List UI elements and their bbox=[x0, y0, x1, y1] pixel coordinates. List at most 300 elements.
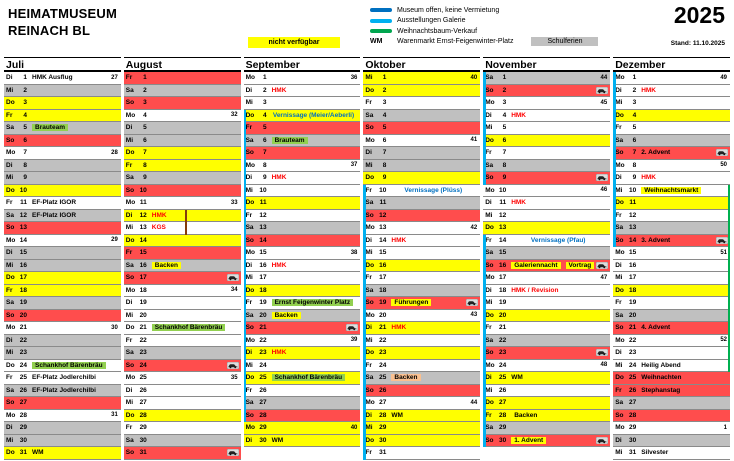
day-dezember-26 bbox=[613, 385, 730, 398]
day-abbrev: Do bbox=[6, 99, 15, 107]
day-number: 21 bbox=[19, 324, 27, 332]
event-label: EF-Platz IGOR bbox=[32, 211, 77, 219]
day-abbrev: Mo bbox=[6, 411, 16, 419]
day-abbrev: Do bbox=[245, 374, 255, 382]
day-abbrev: Mo bbox=[125, 286, 136, 294]
day-number: 21 bbox=[498, 324, 507, 332]
day-number: 12 bbox=[628, 211, 637, 219]
day-november-29 bbox=[483, 422, 610, 435]
week-number: 38 bbox=[350, 249, 358, 256]
day-number: 30 bbox=[139, 436, 147, 444]
day-september-23 bbox=[244, 347, 361, 360]
day-number: 8 bbox=[632, 161, 637, 169]
day-number: 10 bbox=[19, 186, 27, 194]
day-abbrev: So bbox=[245, 149, 254, 157]
day-number: 6 bbox=[143, 136, 147, 144]
event-label: HMK bbox=[271, 349, 287, 357]
day-november-8 bbox=[483, 160, 610, 173]
day-august-28 bbox=[124, 410, 241, 423]
day-abbrev: Mo bbox=[615, 74, 625, 82]
day-dezember-12 bbox=[613, 210, 730, 223]
day-november-22 bbox=[483, 335, 610, 348]
event-chip: Brauteam bbox=[272, 137, 308, 144]
day-dezember-29 bbox=[613, 422, 730, 435]
day-juli-17 bbox=[4, 272, 121, 285]
day-abbrev: Fr bbox=[615, 211, 622, 219]
day-abbrev: Mi bbox=[485, 211, 493, 219]
day-september-16 bbox=[244, 260, 361, 273]
day-dezember-17 bbox=[613, 272, 730, 285]
schulferien-legend: Schulferien bbox=[531, 37, 598, 46]
week-number: 44 bbox=[600, 74, 608, 81]
day-abbrev: Di bbox=[615, 174, 622, 182]
day-abbrev: So bbox=[245, 324, 254, 332]
day-number: 24 bbox=[628, 361, 637, 369]
day-abbrev: Di bbox=[615, 261, 622, 269]
day-number: 3 bbox=[262, 99, 267, 107]
week-number: 35 bbox=[230, 374, 238, 381]
day-august-20 bbox=[124, 310, 241, 323]
day-number: 2 bbox=[382, 86, 387, 94]
day-number: 9 bbox=[382, 174, 387, 182]
day-august-17 bbox=[124, 272, 241, 285]
day-juli-5 bbox=[4, 122, 121, 135]
title-line-1: HEIMATMUSEUM bbox=[8, 6, 118, 21]
day-abbrev: Di bbox=[615, 86, 622, 94]
day-september-17 bbox=[244, 272, 361, 285]
month-august bbox=[124, 57, 241, 460]
day-abbrev: Di bbox=[6, 74, 13, 82]
day-dezember-11 bbox=[613, 197, 730, 210]
event-chip: Führungen bbox=[391, 299, 431, 306]
day-abbrev: Di bbox=[615, 436, 622, 444]
day-abbrev: Mi bbox=[615, 186, 623, 194]
day-juli-10 bbox=[4, 185, 121, 198]
day-dezember-24 bbox=[613, 360, 730, 373]
day-abbrev: Sa bbox=[245, 311, 254, 319]
vehicle-icon bbox=[596, 87, 608, 94]
event-label: HMK bbox=[511, 111, 526, 119]
day-number: 28 bbox=[379, 411, 387, 419]
day-abbrev: Mo bbox=[245, 249, 255, 257]
day-september-19 bbox=[244, 297, 361, 310]
day-abbrev: So bbox=[485, 174, 494, 182]
day-september-26 bbox=[244, 385, 361, 398]
day-september-9 bbox=[244, 172, 361, 185]
day-number: 12 bbox=[139, 211, 147, 219]
day-number: 1 bbox=[262, 74, 267, 82]
day-dezember-25 bbox=[613, 372, 730, 385]
day-number: 18 bbox=[628, 286, 637, 294]
day-abbrev: Fr bbox=[365, 361, 372, 369]
day-number: 25 bbox=[498, 374, 507, 382]
day-abbrev: Fr bbox=[485, 236, 492, 244]
event-label: Stephanstag bbox=[641, 386, 681, 394]
day-november-5 bbox=[483, 122, 610, 135]
vehicle-icon bbox=[466, 299, 478, 306]
day-number: 28 bbox=[628, 411, 637, 419]
month-title: Oktober bbox=[363, 57, 480, 72]
day-number: 2 bbox=[143, 86, 147, 94]
day-number: 19 bbox=[379, 299, 387, 307]
day-abbrev: Di bbox=[485, 199, 492, 207]
day-number: 28 bbox=[259, 411, 267, 419]
day-abbrev: Di bbox=[125, 386, 133, 394]
day-august-25 bbox=[124, 372, 241, 385]
day-abbrev: Mo bbox=[615, 336, 625, 344]
week-number: 1 bbox=[723, 424, 727, 431]
day-abbrev: Fr bbox=[125, 249, 133, 257]
day-number: 24 bbox=[259, 361, 267, 369]
day-abbrev: Di bbox=[245, 86, 253, 94]
day-number: 27 bbox=[498, 399, 507, 407]
event-label: HMK bbox=[641, 86, 656, 94]
day-number: 4 bbox=[143, 111, 147, 119]
day-number: 8 bbox=[23, 161, 27, 169]
day-abbrev: So bbox=[245, 236, 254, 244]
day-oktober-19 bbox=[363, 297, 480, 310]
day-november-11 bbox=[483, 197, 610, 210]
day-number: 30 bbox=[259, 436, 267, 444]
day-abbrev: So bbox=[6, 224, 15, 232]
day-number: 14 bbox=[498, 236, 507, 244]
day-number: 13 bbox=[379, 224, 387, 232]
legend-row bbox=[370, 26, 598, 37]
day-september-25 bbox=[244, 372, 361, 385]
month-november bbox=[483, 57, 610, 460]
day-abbrev: So bbox=[485, 86, 494, 94]
day-number: 2 bbox=[502, 86, 507, 94]
day-dezember-3 bbox=[613, 97, 730, 110]
day-abbrev: Mi bbox=[615, 99, 623, 107]
day-number: 5 bbox=[632, 124, 637, 132]
day-juli-2 bbox=[4, 85, 121, 98]
day-number: 6 bbox=[502, 136, 507, 144]
month-title: Juli bbox=[4, 57, 121, 72]
day-abbrev: Mo bbox=[365, 224, 375, 232]
day-oktober-28 bbox=[363, 410, 480, 423]
day-abbrev: Fr bbox=[245, 211, 253, 219]
day-number: 4 bbox=[262, 111, 267, 119]
day-number: 23 bbox=[379, 349, 387, 357]
day-september-27 bbox=[244, 397, 361, 410]
vehicle-icon bbox=[227, 449, 239, 456]
day-abbrev: Fr bbox=[485, 411, 492, 419]
day-abbrev: So bbox=[615, 236, 624, 244]
day-dezember-8 bbox=[613, 160, 730, 173]
day-number: 9 bbox=[143, 174, 147, 182]
day-abbrev: So bbox=[125, 99, 135, 107]
day-abbrev: Mi bbox=[615, 449, 623, 457]
day-number: 23 bbox=[498, 349, 507, 357]
day-juli-31 bbox=[4, 447, 121, 460]
day-juli-20 bbox=[4, 310, 121, 323]
day-number: 29 bbox=[19, 424, 27, 432]
day-dezember-19 bbox=[613, 297, 730, 310]
month-september bbox=[244, 57, 361, 460]
day-number: 1 bbox=[382, 74, 387, 82]
day-abbrev: Do bbox=[125, 236, 135, 244]
page-title bbox=[8, 6, 117, 40]
day-number: 25 bbox=[259, 374, 267, 382]
day-number: 22 bbox=[628, 336, 637, 344]
day-abbrev: Mo bbox=[485, 361, 495, 369]
day-september-4 bbox=[244, 110, 361, 123]
day-september-29 bbox=[244, 422, 361, 435]
day-oktober-29 bbox=[363, 422, 480, 435]
day-number: 12 bbox=[259, 211, 267, 219]
event-chip: Galeriennacht bbox=[511, 262, 560, 269]
month-oktober bbox=[363, 57, 480, 460]
day-abbrev: Di bbox=[6, 161, 13, 169]
day-oktober-10 bbox=[363, 185, 480, 198]
vehicle-icon bbox=[227, 274, 239, 281]
day-number: 31 bbox=[628, 449, 637, 457]
day-abbrev: Mi bbox=[485, 299, 493, 307]
day-number: 27 bbox=[139, 399, 147, 407]
year-label: 2025 bbox=[673, 2, 725, 28]
day-abbrev: Di bbox=[615, 349, 622, 357]
day-number: 19 bbox=[628, 299, 637, 307]
day-number: 3 bbox=[143, 99, 147, 107]
event-label: WM bbox=[511, 374, 523, 382]
week-number: 47 bbox=[600, 274, 608, 281]
day-abbrev: Mi bbox=[365, 249, 373, 257]
day-abbrev: Do bbox=[245, 286, 255, 294]
day-number: 3 bbox=[23, 99, 27, 107]
day-abbrev: Di bbox=[365, 324, 372, 332]
day-number: 9 bbox=[23, 174, 27, 182]
week-number: 50 bbox=[720, 162, 727, 169]
day-juli-14 bbox=[4, 235, 121, 248]
day-abbrev: Do bbox=[615, 286, 624, 294]
day-abbrev: Mo bbox=[245, 424, 255, 432]
day-number: 5 bbox=[382, 124, 387, 132]
day-oktober-13 bbox=[363, 222, 480, 235]
day-abbrev: So bbox=[125, 186, 135, 194]
week-number: 42 bbox=[470, 224, 478, 231]
day-number: 16 bbox=[498, 261, 507, 269]
day-number: 12 bbox=[379, 211, 387, 219]
event-chip: Backen bbox=[152, 262, 181, 269]
week-number: 29 bbox=[111, 237, 118, 244]
event-chip: Vortrag bbox=[566, 262, 595, 269]
day-number: 1 bbox=[23, 74, 27, 82]
vehicle-icon bbox=[346, 324, 358, 331]
day-november-24 bbox=[483, 360, 610, 373]
day-abbrev: Mo bbox=[6, 149, 16, 157]
day-september-10 bbox=[244, 185, 361, 198]
day-number: 29 bbox=[259, 424, 267, 432]
week-number: 48 bbox=[600, 362, 608, 369]
day-number: 7 bbox=[143, 149, 147, 157]
vehicle-icon bbox=[227, 362, 239, 369]
day-abbrev: So bbox=[6, 136, 15, 144]
day-number: 13 bbox=[19, 224, 27, 232]
day-juli-22 bbox=[4, 335, 121, 348]
day-number: 5 bbox=[262, 124, 267, 132]
day-abbrev: Sa bbox=[365, 286, 374, 294]
day-abbrev: Fr bbox=[615, 386, 622, 394]
day-abbrev: Do bbox=[615, 199, 624, 207]
day-abbrev: So bbox=[365, 299, 374, 307]
month-title: September bbox=[244, 57, 361, 72]
day-number: 13 bbox=[498, 224, 507, 232]
event-label: HMK bbox=[151, 211, 167, 219]
event-label: Vernissage (Pfau) bbox=[530, 236, 586, 244]
day-number: 24 bbox=[19, 361, 27, 369]
day-dezember-20 bbox=[613, 310, 730, 323]
day-oktober-9 bbox=[363, 172, 480, 185]
day-number: 15 bbox=[628, 249, 637, 257]
vehicle-icon bbox=[716, 149, 728, 156]
day-number: 22 bbox=[259, 336, 267, 344]
kgs-span-bar bbox=[185, 210, 188, 235]
day-oktober-2 bbox=[363, 85, 480, 98]
day-abbrev: So bbox=[365, 386, 374, 394]
event-label: EF-Platz IGOR bbox=[32, 199, 77, 207]
day-number: 5 bbox=[502, 124, 507, 132]
day-number: 26 bbox=[379, 386, 387, 394]
day-november-23 bbox=[483, 347, 610, 360]
day-abbrev: Mi bbox=[6, 174, 14, 182]
day-number: 16 bbox=[259, 261, 267, 269]
day-number: 18 bbox=[498, 286, 507, 294]
day-abbrev: Mo bbox=[245, 161, 255, 169]
day-abbrev: So bbox=[125, 361, 135, 369]
day-abbrev: Mo bbox=[245, 336, 255, 344]
day-abbrev: Fr bbox=[365, 186, 372, 194]
day-abbrev: Mi bbox=[245, 361, 253, 369]
gallery-exhibition-bar bbox=[244, 110, 247, 423]
day-number: 7 bbox=[632, 149, 637, 157]
day-number: 7 bbox=[382, 149, 387, 157]
day-november-6 bbox=[483, 135, 610, 148]
day-oktober-31 bbox=[363, 447, 480, 460]
event-label: HMK bbox=[271, 86, 287, 94]
week-number: 33 bbox=[230, 199, 238, 206]
day-dezember-6 bbox=[613, 135, 730, 148]
day-abbrev: Do bbox=[6, 449, 15, 457]
day-number: 21 bbox=[628, 324, 637, 332]
day-november-16 bbox=[483, 260, 610, 273]
week-number: 32 bbox=[230, 112, 238, 119]
day-number: 23 bbox=[628, 349, 637, 357]
day-dezember-4 bbox=[613, 110, 730, 123]
day-number: 27 bbox=[379, 399, 387, 407]
day-list bbox=[124, 72, 241, 460]
day-abbrev: Sa bbox=[485, 424, 494, 432]
day-number: 22 bbox=[379, 336, 387, 344]
day-number: 14 bbox=[628, 236, 637, 244]
day-november-21 bbox=[483, 322, 610, 335]
gallery-exhibition-bar-icon bbox=[370, 19, 392, 23]
event-label: Vernissage (Plüss) bbox=[404, 186, 463, 194]
event-label: HMK bbox=[641, 174, 656, 182]
day-september-28 bbox=[244, 410, 361, 423]
legend-label: Ausstellungen Galerie bbox=[397, 17, 466, 25]
day-abbrev: Fr bbox=[125, 74, 133, 82]
day-abbrev: Fr bbox=[125, 424, 133, 432]
day-dezember-2 bbox=[613, 85, 730, 98]
day-abbrev: Mi bbox=[6, 349, 14, 357]
day-august-2 bbox=[124, 85, 241, 98]
day-number: 12 bbox=[498, 211, 507, 219]
day-number: 9 bbox=[262, 174, 267, 182]
week-number: 49 bbox=[720, 74, 727, 81]
event-label: 4. Advent bbox=[641, 324, 671, 332]
day-dezember-30 bbox=[613, 435, 730, 448]
day-abbrev: Sa bbox=[125, 349, 134, 357]
day-number: 21 bbox=[379, 324, 387, 332]
day-september-18 bbox=[244, 285, 361, 298]
day-abbrev: Fr bbox=[245, 386, 253, 394]
day-number: 25 bbox=[19, 374, 27, 382]
day-number: 25 bbox=[139, 374, 147, 382]
day-august-19 bbox=[124, 297, 241, 310]
event-label: Heilig Abend bbox=[641, 361, 681, 369]
day-abbrev: Mo bbox=[615, 249, 625, 257]
day-abbrev: Di bbox=[485, 374, 492, 382]
day-oktober-27 bbox=[363, 397, 480, 410]
day-abbrev: Di bbox=[125, 211, 133, 219]
day-august-6 bbox=[124, 135, 241, 148]
event-chip: Schankhof Bärenbräu bbox=[272, 374, 346, 381]
day-november-13 bbox=[483, 222, 610, 235]
day-number: 22 bbox=[139, 336, 147, 344]
day-oktober-22 bbox=[363, 335, 480, 348]
museum-open-bar-icon bbox=[370, 8, 392, 12]
day-abbrev: Do bbox=[6, 361, 15, 369]
day-number: 27 bbox=[19, 399, 27, 407]
day-number: 16 bbox=[19, 261, 27, 269]
gallery-exhibition-bar bbox=[613, 72, 616, 247]
legend-row bbox=[370, 37, 598, 48]
day-abbrev: Fr bbox=[6, 111, 13, 119]
day-number: 16 bbox=[379, 261, 387, 269]
day-number: 13 bbox=[628, 224, 637, 232]
day-abbrev: Di bbox=[125, 124, 133, 132]
event-label: HMK / Revision bbox=[511, 286, 559, 294]
day-august-29 bbox=[124, 422, 241, 435]
day-september-7 bbox=[244, 147, 361, 160]
day-abbrev: Sa bbox=[615, 136, 624, 144]
day-abbrev: Mo bbox=[125, 199, 136, 207]
day-oktober-11 bbox=[363, 197, 480, 210]
day-abbrev: Sa bbox=[365, 199, 374, 207]
day-abbrev: Sa bbox=[245, 224, 254, 232]
day-abbrev: Do bbox=[615, 111, 624, 119]
day-abbrev: Do bbox=[245, 111, 255, 119]
week-number: 45 bbox=[600, 99, 608, 106]
day-oktober-25 bbox=[363, 372, 480, 385]
week-number: 39 bbox=[350, 337, 358, 344]
day-number: 17 bbox=[379, 274, 387, 282]
stand-date: Stand: 11.10.2025 bbox=[670, 40, 725, 47]
day-abbrev: Di bbox=[485, 286, 492, 294]
event-label: Vernissage (Meier/Aeberli) bbox=[272, 111, 355, 119]
day-september-3 bbox=[244, 97, 361, 110]
day-number: 9 bbox=[632, 174, 637, 182]
day-abbrev: Sa bbox=[245, 399, 254, 407]
day-november-20 bbox=[483, 310, 610, 323]
day-number: 6 bbox=[382, 136, 387, 144]
week-number: 51 bbox=[720, 249, 727, 256]
day-abbrev: Do bbox=[6, 186, 15, 194]
day-number: 26 bbox=[259, 386, 267, 394]
day-abbrev: Do bbox=[365, 349, 375, 357]
day-abbrev: Do bbox=[485, 224, 494, 232]
